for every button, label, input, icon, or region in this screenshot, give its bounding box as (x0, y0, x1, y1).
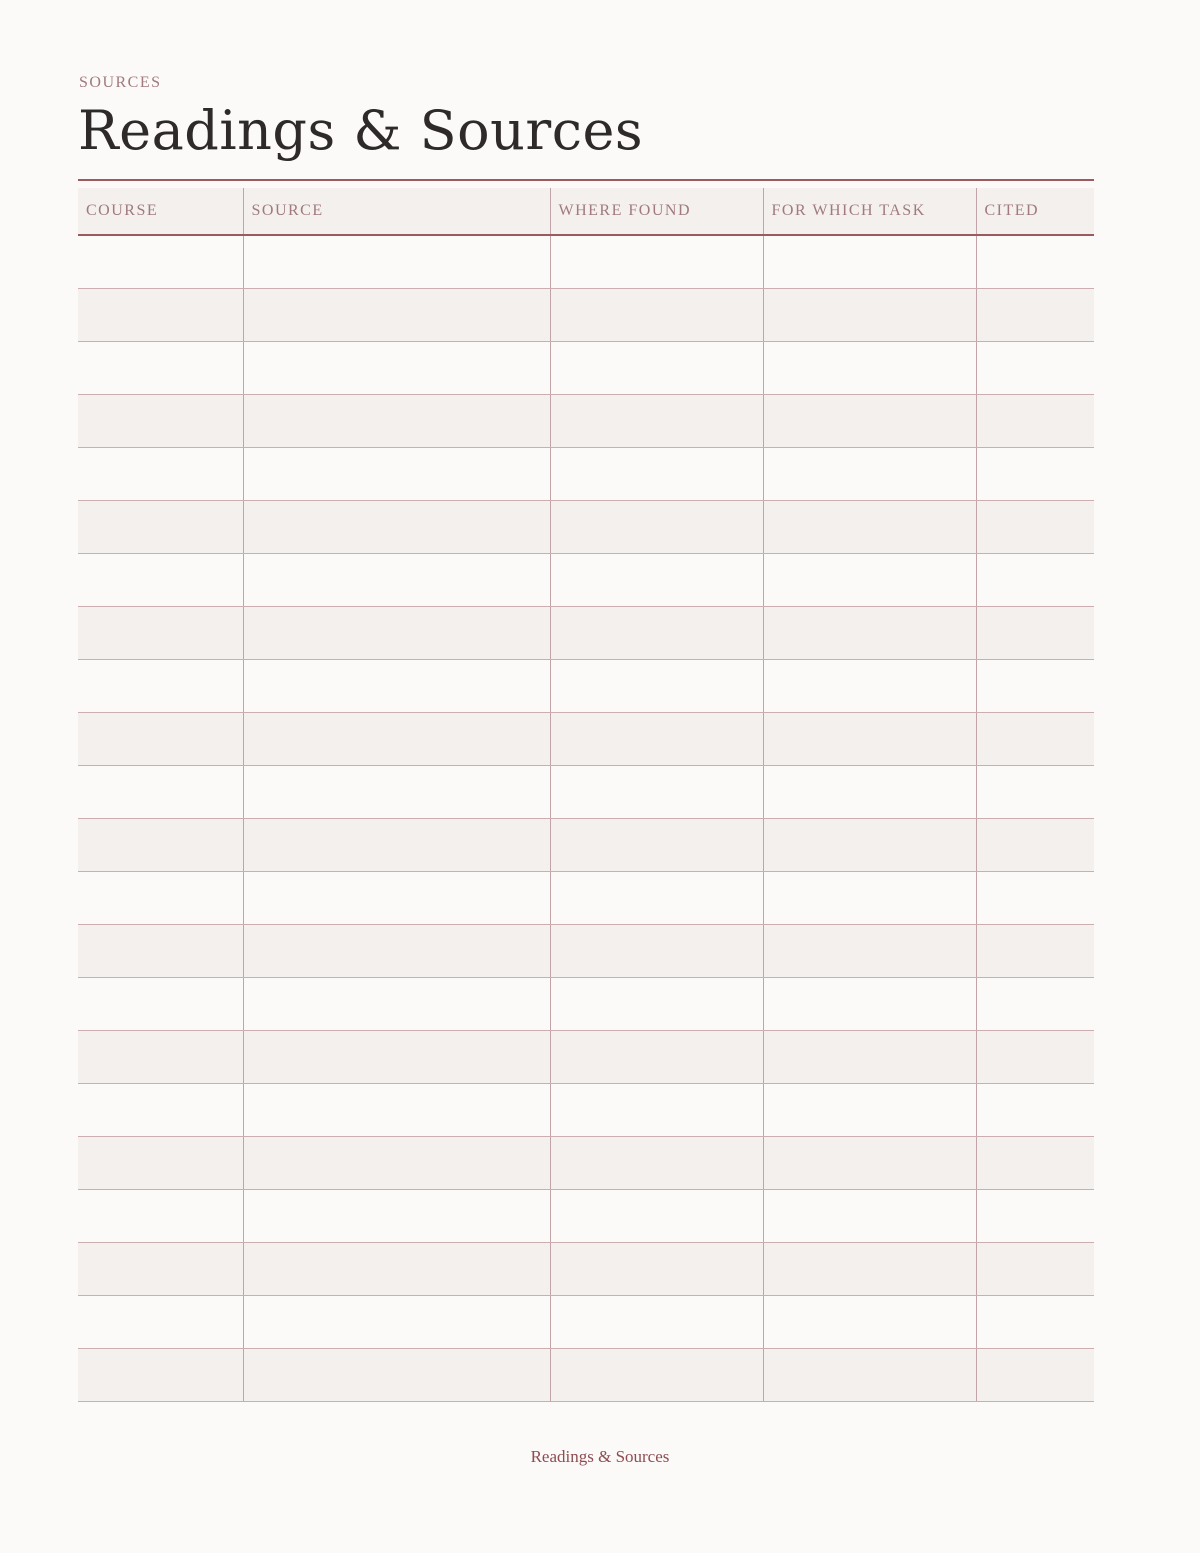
cell-for-which-task[interactable] (763, 713, 976, 766)
cell-source[interactable] (243, 1296, 550, 1349)
cell-source[interactable] (243, 766, 550, 819)
table-row (78, 872, 1094, 925)
column-header-course: COURSE (78, 188, 243, 235)
cell-for-which-task[interactable] (763, 289, 976, 342)
cell-cited[interactable] (976, 501, 1094, 554)
cell-for-which-task[interactable] (763, 235, 976, 289)
cell-cited[interactable] (976, 872, 1094, 925)
cell-where-found[interactable] (550, 1349, 763, 1402)
cell-cited[interactable] (976, 1084, 1094, 1137)
table-row (78, 1137, 1094, 1190)
cell-where-found[interactable] (550, 1084, 763, 1137)
table-row (78, 925, 1094, 978)
table-row (78, 1296, 1094, 1349)
cell-cited[interactable] (976, 395, 1094, 448)
cell-course[interactable] (78, 289, 243, 342)
cell-course[interactable] (78, 766, 243, 819)
cell-for-which-task[interactable] (763, 872, 976, 925)
table-row (78, 1084, 1094, 1137)
table-header-row (78, 188, 1094, 235)
cell-where-found[interactable] (550, 819, 763, 872)
cell-cited[interactable] (976, 1031, 1094, 1084)
sources-table-container (78, 188, 1094, 1402)
cell-cited[interactable] (976, 978, 1094, 1031)
cell-cited[interactable] (976, 766, 1094, 819)
cell-source[interactable] (243, 660, 550, 713)
cell-source[interactable] (243, 1084, 550, 1137)
table-row (78, 713, 1094, 766)
cell-cited[interactable] (976, 925, 1094, 978)
cell-cited[interactable] (976, 713, 1094, 766)
cell-where-found[interactable] (550, 660, 763, 713)
cell-for-which-task[interactable] (763, 660, 976, 713)
column-header-cited: CITED (976, 188, 1094, 235)
cell-course[interactable] (78, 448, 243, 501)
cell-where-found[interactable] (550, 235, 763, 289)
table-row (78, 660, 1094, 713)
column-header-for-which-task: FOR WHICH TASK (763, 188, 976, 235)
cell-course[interactable] (78, 925, 243, 978)
table-row (78, 607, 1094, 660)
cell-cited[interactable] (976, 607, 1094, 660)
cell-for-which-task[interactable] (763, 1243, 976, 1296)
cell-course[interactable] (78, 660, 243, 713)
column-header-source: SOURCE (243, 188, 550, 235)
table-row (78, 1349, 1094, 1402)
cell-where-found[interactable] (550, 978, 763, 1031)
cell-source[interactable] (243, 925, 550, 978)
cell-for-which-task[interactable] (763, 925, 976, 978)
cell-where-found[interactable] (550, 289, 763, 342)
table-row (78, 1031, 1094, 1084)
cell-cited[interactable] (976, 342, 1094, 395)
cell-course[interactable] (78, 395, 243, 448)
cell-source[interactable] (243, 713, 550, 766)
cell-for-which-task[interactable] (763, 342, 976, 395)
cell-for-which-task[interactable] (763, 819, 976, 872)
cell-where-found[interactable] (550, 607, 763, 660)
cell-cited[interactable] (976, 1349, 1094, 1402)
cell-source[interactable] (243, 554, 550, 607)
table-row (78, 342, 1094, 395)
table-row (78, 448, 1094, 501)
cell-source[interactable] (243, 289, 550, 342)
cell-for-which-task[interactable] (763, 766, 976, 819)
cell-cited[interactable] (976, 819, 1094, 872)
cell-course[interactable] (78, 1243, 243, 1296)
cell-where-found[interactable] (550, 342, 763, 395)
cell-for-which-task[interactable] (763, 448, 976, 501)
cell-source[interactable] (243, 1190, 550, 1243)
table-row (78, 235, 1094, 289)
table-row (78, 766, 1094, 819)
cell-course[interactable] (78, 501, 243, 554)
section-eyebrow: SOURCES (79, 74, 162, 91)
cell-course[interactable] (78, 554, 243, 607)
table-row (78, 289, 1094, 342)
cell-course[interactable] (78, 1084, 243, 1137)
cell-source[interactable] (243, 235, 550, 289)
cell-where-found[interactable] (550, 925, 763, 978)
cell-for-which-task[interactable] (763, 395, 976, 448)
cell-source[interactable] (243, 342, 550, 395)
cell-where-found[interactable] (550, 1243, 763, 1296)
cell-for-which-task[interactable] (763, 978, 976, 1031)
cell-source[interactable] (243, 1243, 550, 1296)
cell-cited[interactable] (976, 1243, 1094, 1296)
table-row (78, 978, 1094, 1031)
cell-where-found[interactable] (550, 766, 763, 819)
cell-source[interactable] (243, 1349, 550, 1402)
table-row (78, 1190, 1094, 1243)
cell-for-which-task[interactable] (763, 1137, 976, 1190)
cell-cited[interactable] (976, 289, 1094, 342)
table-row (78, 395, 1094, 448)
cell-course[interactable] (78, 1137, 243, 1190)
cell-course[interactable] (78, 1296, 243, 1349)
table-row (78, 501, 1094, 554)
cell-course[interactable] (78, 607, 243, 660)
cell-course[interactable] (78, 1031, 243, 1084)
cell-source[interactable] (243, 819, 550, 872)
cell-where-found[interactable] (550, 448, 763, 501)
cell-source[interactable] (243, 607, 550, 660)
page-footer: Readings & Sources (530, 1447, 670, 1466)
cell-course[interactable] (78, 819, 243, 872)
cell-cited[interactable] (976, 448, 1094, 501)
cell-for-which-task[interactable] (763, 1190, 976, 1243)
cell-for-which-task[interactable] (763, 1296, 976, 1349)
cell-where-found[interactable] (550, 395, 763, 448)
cell-where-found[interactable] (550, 1031, 763, 1084)
cell-cited[interactable] (976, 660, 1094, 713)
cell-course[interactable] (78, 978, 243, 1031)
cell-cited[interactable] (976, 1190, 1094, 1243)
cell-source[interactable] (243, 501, 550, 554)
cell-course[interactable] (78, 235, 243, 289)
cell-for-which-task[interactable] (763, 1031, 976, 1084)
page-title: Readings & Sources (78, 99, 644, 162)
cell-cited[interactable] (976, 1137, 1094, 1190)
cell-course[interactable] (78, 342, 243, 395)
table-row (78, 819, 1094, 872)
cell-for-which-task[interactable] (763, 1084, 976, 1137)
cell-cited[interactable] (976, 554, 1094, 607)
table-row (78, 1243, 1094, 1296)
cell-where-found[interactable] (550, 1296, 763, 1349)
cell-for-which-task[interactable] (763, 501, 976, 554)
cell-where-found[interactable] (550, 501, 763, 554)
cell-source[interactable] (243, 1137, 550, 1190)
cell-cited[interactable] (976, 1296, 1094, 1349)
cell-where-found[interactable] (550, 554, 763, 607)
cell-where-found[interactable] (550, 1137, 763, 1190)
title-divider (78, 179, 1094, 181)
cell-for-which-task[interactable] (763, 1349, 976, 1402)
cell-where-found[interactable] (550, 1190, 763, 1243)
cell-where-found[interactable] (550, 713, 763, 766)
cell-source[interactable] (243, 872, 550, 925)
table-row (78, 554, 1094, 607)
cell-course[interactable] (78, 1349, 243, 1402)
cell-for-which-task[interactable] (763, 607, 976, 660)
cell-course[interactable] (78, 872, 243, 925)
cell-for-which-task[interactable] (763, 554, 976, 607)
cell-source[interactable] (243, 448, 550, 501)
cell-course[interactable] (78, 1190, 243, 1243)
sources-table (78, 188, 1094, 1402)
cell-source[interactable] (243, 1031, 550, 1084)
cell-source[interactable] (243, 395, 550, 448)
column-header-where-found: WHERE FOUND (550, 188, 763, 235)
cell-source[interactable] (243, 978, 550, 1031)
cell-course[interactable] (78, 713, 243, 766)
cell-where-found[interactable] (550, 872, 763, 925)
table-body (78, 235, 1094, 1402)
cell-cited[interactable] (976, 235, 1094, 289)
